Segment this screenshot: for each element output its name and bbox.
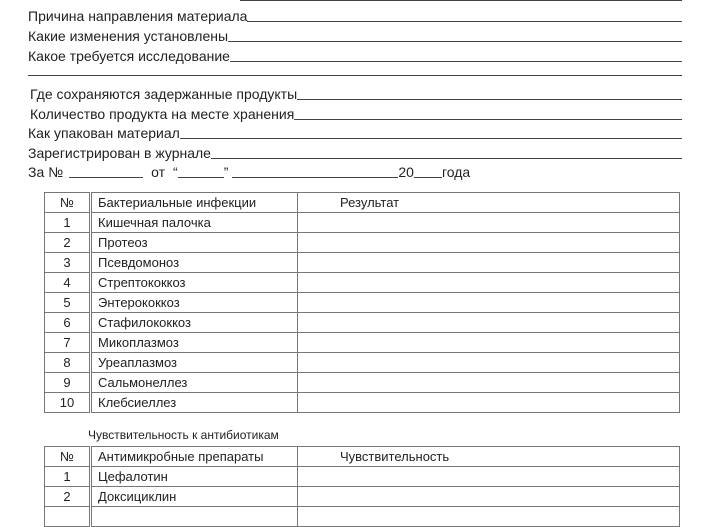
row-result-cell[interactable] [298,313,680,333]
row-num: 8 [45,353,91,373]
row-result-cell[interactable] [298,293,680,313]
row-result-cell[interactable] [298,273,680,293]
field-storage-location[interactable] [30,82,682,102]
table-row [45,213,680,233]
registration-number-date-row [28,160,470,180]
row-sensitivity-cell[interactable] [298,467,680,487]
row-num: 4 [45,273,91,293]
row-result-cell[interactable] [298,333,680,353]
header-infection: Бактериальные инфекции [91,193,298,213]
field-label: Зарегистрирован в журнале [28,145,211,161]
field-storage-quantity[interactable] [30,102,682,122]
row-num: 1 [45,213,91,233]
year-blank[interactable] [414,176,442,178]
field-journal-registered[interactable] [28,141,682,161]
row-result-cell[interactable] [298,253,680,273]
year-prefix: 20 [398,164,414,180]
table-row [45,333,680,353]
field-input-line[interactable] [211,157,682,159]
quote-open: “ [173,164,178,180]
day-blank[interactable] [178,176,224,178]
number-blank[interactable] [69,176,143,178]
field-label: Какое требуется исследование [28,48,230,64]
table-row [45,313,680,333]
row-infection: Стафилококкоз [91,313,298,333]
field-input-line[interactable] [247,20,682,22]
header-num: № [45,193,91,213]
row-infection: Кишечная палочка [91,213,298,233]
table-row [45,507,680,527]
row-num: 7 [45,333,91,353]
row-infection: Энтерококкоз [91,293,298,313]
antibiotics-table [44,446,680,527]
table-row [45,293,680,313]
field-changes-found[interactable] [28,24,682,44]
table-row [45,253,680,273]
row-result-cell[interactable] [298,373,680,393]
row-infection: Стрептококкоз [91,273,298,293]
quote-close: ” [223,164,229,180]
row-drug: Доксициклин [91,487,298,507]
row-result-cell[interactable] [298,353,680,373]
table-row [45,233,680,253]
row-infection: Псевдомоноз [91,253,298,273]
row-infection: Клебсиеллез [91,393,298,413]
table-row [45,393,680,413]
row-infection: Микоплазмоз [91,333,298,353]
field-input-line[interactable] [228,40,682,42]
field-referral-reason[interactable] [28,4,682,24]
row-infection: Протеоз [91,233,298,253]
field-input-line[interactable] [297,98,682,100]
table-row [45,353,680,373]
row-num: 2 [45,233,91,253]
field-input-line[interactable] [230,60,682,62]
top-partial-field-line [240,0,682,1]
row-infection: Сальмонеллез [91,373,298,393]
field-input-line[interactable] [294,118,682,120]
field-label: Причина направления материала [28,8,248,24]
ot-label: от [151,164,166,180]
field-continuation-line[interactable] [28,75,682,76]
row-num: 9 [45,373,91,393]
row-result-cell[interactable] [298,233,680,253]
row-num: 10 [45,393,91,413]
row-num: 3 [45,253,91,273]
row-num [45,507,91,527]
row-num: 2 [45,487,91,507]
table-row [45,467,680,487]
row-sensitivity-cell[interactable] [298,487,680,507]
row-drug: Цефалотин [91,467,298,487]
table-row [45,273,680,293]
bacteria-table [44,192,680,413]
header-num: № [45,447,91,467]
header-sensitivity: Чувствительность [298,447,680,467]
field-label: Где сохраняются задержанные продукты [30,86,298,102]
header-drug: Антимикробные препараты [91,447,298,467]
row-sensitivity-cell[interactable] [298,507,680,527]
month-blank[interactable] [232,176,398,178]
field-label: Как упакован материал [28,125,180,141]
field-label: Какие изменения установлены [28,28,229,44]
table-row [45,373,680,393]
table-header-row [45,447,680,467]
antibiotics-caption: Чувствительность к антибиотикам [88,428,279,442]
row-drug [91,507,298,527]
table-row [45,487,680,507]
field-packaging[interactable] [28,121,682,141]
row-num: 5 [45,293,91,313]
za-number-label: За № [28,164,64,180]
row-result-cell[interactable] [298,393,680,413]
year-suffix: года [441,164,471,180]
field-label: Количество продукта на месте хранения [30,106,295,122]
field-input-line[interactable] [180,137,682,139]
row-num: 6 [45,313,91,333]
table-header-row [45,193,680,213]
row-num: 1 [45,467,91,487]
row-result-cell[interactable] [298,213,680,233]
field-required-study[interactable] [28,44,682,64]
header-result: Результат [298,193,680,213]
row-infection: Уреаплазмоз [91,353,298,373]
